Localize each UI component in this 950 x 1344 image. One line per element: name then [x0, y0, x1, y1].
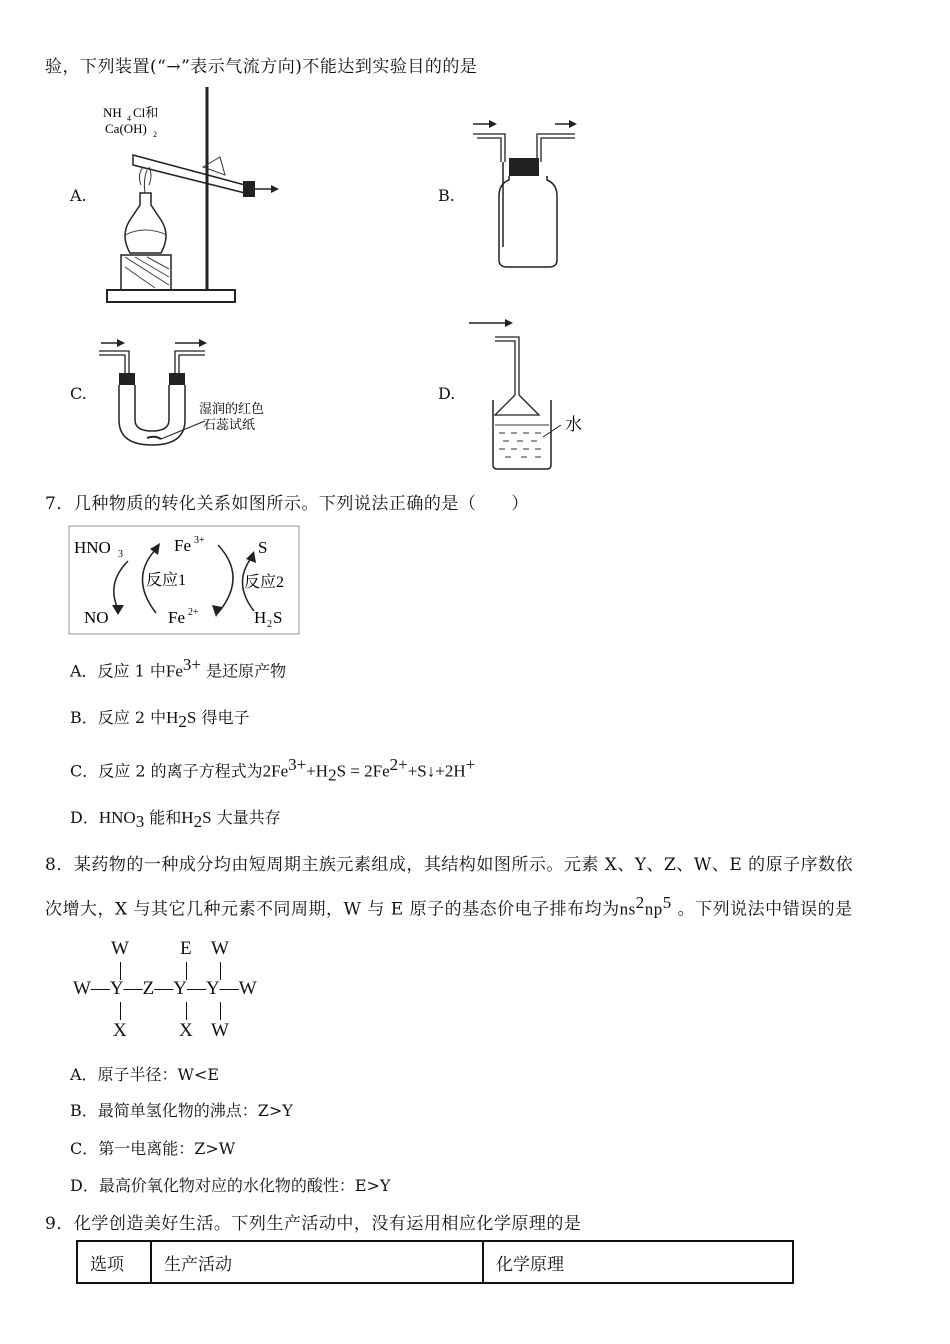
q6-option-b-label: B.: [438, 186, 455, 205]
diagram-reaction-1: 反应1: [146, 572, 187, 589]
fig-c-label-2: 石蕊试纸: [203, 417, 256, 432]
q9-table: [76, 1240, 794, 1284]
q9-header-principle: 化学原理: [483, 1241, 793, 1283]
q6-option-a-label: A.: [70, 186, 87, 205]
diagram-hno3: HNO: [74, 538, 111, 557]
q9-table-header-row: [77, 1241, 793, 1283]
fig-c-label-1: 湿润的红色: [199, 401, 265, 416]
q7-option-a: A．反应 1 中$Fe^{3+}$ 是还原产物: [70, 655, 287, 681]
q8-stem-line-1: 8．某药物的一种成分均由短周期主族元素组成，其结构如图所示。元素 X、Y、Z、W、E 的原子序数依: [45, 855, 854, 875]
fig-d-label-water: 水: [565, 415, 582, 434]
q8-option-d: D．最高价氧化物对应的水化物的酸性：E>Y: [70, 1176, 391, 1195]
q7-diagram: [68, 525, 300, 635]
q9-header-activity: 生产活动: [151, 1241, 483, 1283]
q6-figure-a: [95, 85, 295, 310]
diagram-fe2: Fe: [168, 608, 185, 627]
fig-a-reagent-nh4cl: NH: [103, 105, 122, 120]
structure-bond-v4: [120, 1002, 121, 1020]
structure-bot-x1: X: [113, 1020, 127, 1041]
q7-option-c: C．反应 2 的离子方程式为$2Fe^{3+}+H_2S$ = $2Fe^{2+}+S↓+2H^+$: [70, 755, 476, 785]
q7-option-b: B．反应 2 中$H_2S$ 得电子: [70, 708, 250, 732]
q6-option-d-label: D.: [438, 384, 456, 403]
q8-stem-line-2: 次增大，X 与其它几种元素不同周期，W 与 E 原子的基态价电子排布均为$ns^2np^5$ 。下列说法中错误的是: [45, 893, 853, 920]
diagram-no: NO: [84, 608, 109, 627]
q9-header-option: 选项: [77, 1241, 151, 1283]
structure-main-chain: W—Y—Z—Y—Y—W: [73, 978, 257, 999]
q6-intro: 验，下列装置(“→”表示气流方向)不能达到实验目的的是: [45, 57, 478, 77]
fig-a-reagent-nh4cl-tail: Cl和: [133, 105, 159, 120]
structure-bond-v6: [220, 1002, 221, 1020]
structure-top-e: E: [180, 938, 192, 959]
q9-stem: 9．化学创造美好生活。下列生产活动中，没有运用相应化学原理的是: [45, 1214, 582, 1234]
q8-option-b: B．最简单氢化物的沸点：Z>Y: [70, 1101, 293, 1120]
structure-bot-x2: X: [179, 1020, 193, 1041]
fig-a-reagent-nh4cl-sub: 4: [127, 114, 131, 123]
structure-top-w1: W: [111, 938, 129, 959]
diagram-h2s: H: [254, 608, 267, 627]
structure-top-w2: W: [211, 938, 229, 959]
q7-stem: 7．几种物质的转化关系如图所示。下列说法正确的是（ ）: [45, 494, 529, 514]
q6-option-c-label: C.: [70, 384, 87, 403]
q8-option-c: C．第一电离能：Z>W: [70, 1139, 236, 1158]
structure-bot-w: W: [211, 1020, 229, 1041]
fig-a-reagent-caoh2: Ca(OH): [105, 121, 147, 136]
diagram-fe3-sup: 3+: [194, 535, 205, 546]
q8-option-a: A．原子半径：W<E: [70, 1065, 220, 1084]
q6-figure-d: [465, 315, 595, 475]
diagram-reaction-2: 反应2: [244, 574, 285, 591]
q7-option-d: D．$HNO_3$ 能和$H_2S$ 大量共存: [70, 808, 281, 832]
q6-figure-c: [95, 335, 275, 450]
q6-figure-b: [465, 112, 585, 272]
diagram-fe3: Fe: [174, 536, 191, 555]
fig-a-reagent-caoh2-sub: 2: [153, 130, 157, 139]
diagram-h2s-sub: 2: [267, 619, 272, 630]
structure-bond-v5: [186, 1002, 187, 1020]
diagram-h2s-s: S: [273, 608, 283, 627]
diagram-hno3-sub: 3: [118, 549, 123, 560]
diagram-s: S: [258, 538, 268, 557]
diagram-fe2-sup: 2+: [188, 607, 199, 618]
